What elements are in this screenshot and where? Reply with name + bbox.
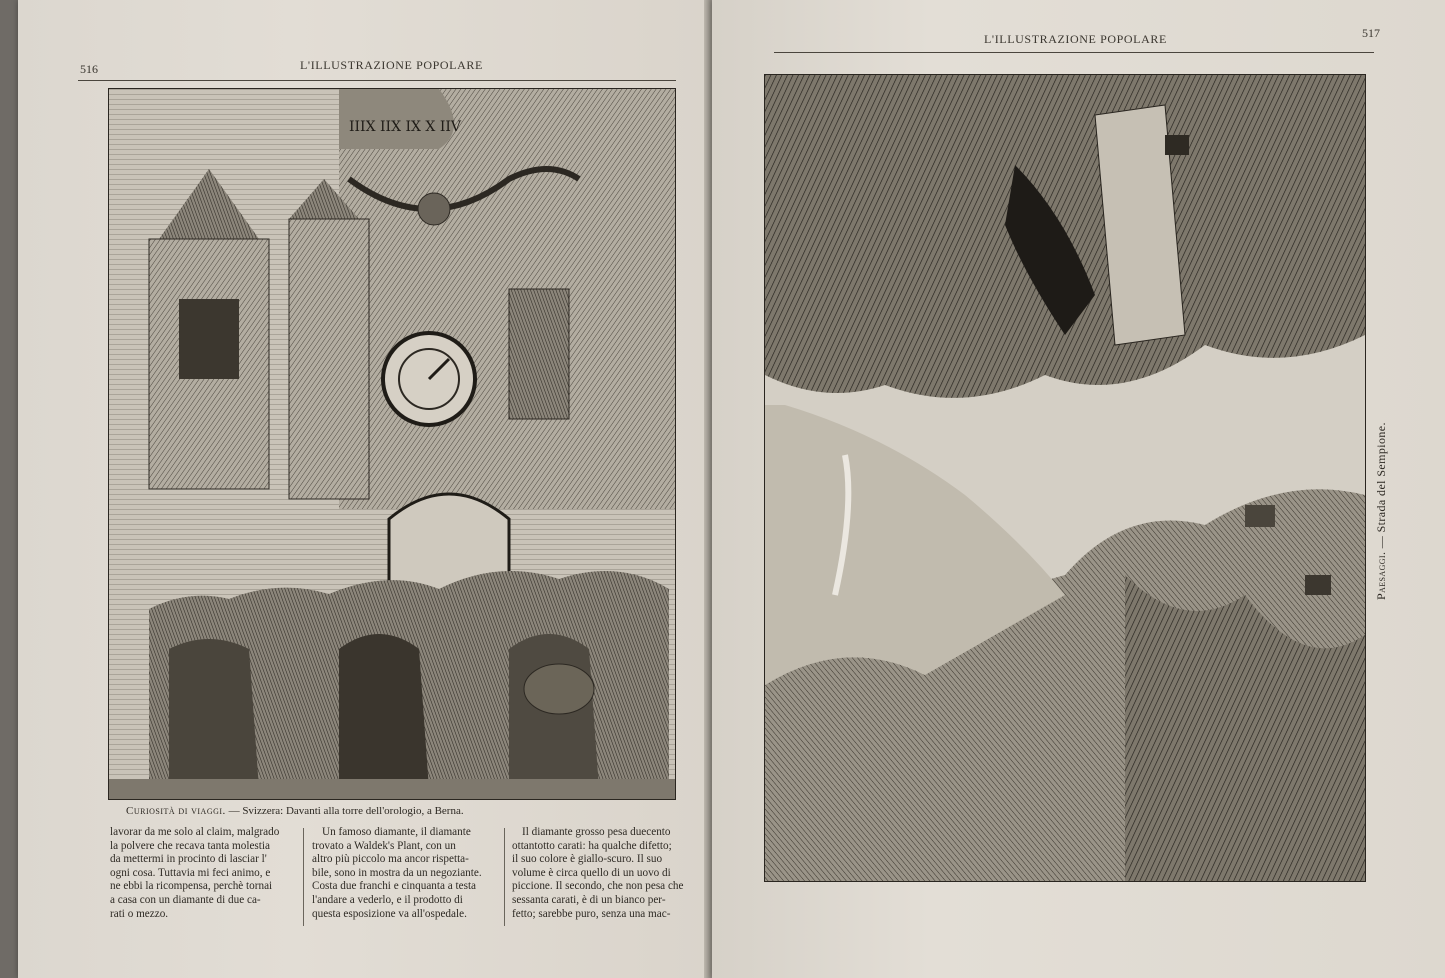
svg-text:IIIX IIX IX X IIV: IIIX IIX IX X IIV — [349, 119, 462, 135]
text-line: da mettermi in procinto di lasciar l' — [110, 853, 267, 866]
right-page — [712, 0, 1445, 978]
text-line: sessanta carati, è di un bianco per- — [512, 893, 666, 906]
figure-caption — [1374, 422, 1389, 600]
text-line: ogni cosa. Tuttavia mi feci animo, e — [110, 866, 271, 879]
page-number: 517 — [1362, 26, 1380, 40]
text-line: ottantotto carati: ha qualche difetto; — [512, 839, 672, 852]
text-line: fetto; sarebbe puro, senza una mac- — [512, 907, 671, 920]
text-line: questa esposizione va all'ospedale. — [312, 907, 467, 920]
text-column-3 — [512, 826, 696, 921]
text-line: altro più piccolo ma ancor rispetta- — [312, 853, 469, 866]
text-line: rati o mezzo. — [110, 907, 169, 920]
text-line: bile, sono in mostra da un negoziante. — [312, 866, 482, 879]
text-line: lavorar da me solo al claim, malgrado — [110, 826, 280, 838]
text-line: Un famoso diamante, il diamante — [322, 826, 471, 838]
page-number: 516 — [80, 62, 98, 76]
figure-caption — [126, 805, 464, 817]
engraving-simplon-road — [764, 74, 1366, 882]
text-column-2 — [312, 826, 498, 921]
running-head: L'ILLUSTRAZIONE POPOLARE — [300, 58, 483, 72]
text-line: piccione. Il secondo, che non pesa che — [512, 880, 684, 893]
column-rule — [504, 828, 505, 926]
header-rule — [774, 52, 1374, 53]
header-rule — [78, 80, 676, 81]
text-line: Il diamante grosso pesa duecento — [522, 826, 671, 838]
text-line: Costa due franchi e cinquanta a testa — [312, 880, 477, 893]
text-line: la polvere che recava tanta molestia — [110, 839, 270, 852]
text-column-1 — [110, 826, 292, 921]
caption-text: — Strada del Sempione. — [1374, 422, 1388, 549]
text-line: volume è circa quello di un uovo di — [512, 866, 671, 879]
text-line: a casa con un diamante di due ca- — [110, 893, 261, 906]
text-line: il suo colore è giallo-scuro. Il suo — [512, 853, 663, 866]
left-page — [18, 0, 710, 978]
running-head: L'ILLUSTRAZIONE POPOLARE — [984, 32, 1167, 46]
caption-section: Paesaggi. — [1374, 551, 1388, 600]
column-rule — [303, 828, 304, 926]
caption-text: — Svizzera: Davanti alla torre dell'orologio, a Berna. — [228, 805, 464, 817]
text-line: ne ebbi la ricompensa, perchè tornai — [110, 880, 273, 893]
engraving-clock-tower-berne — [108, 88, 676, 800]
text-line: l'andare a vederlo, e il prodotto di — [312, 893, 463, 906]
text-line: trovato a Waldek's Plant, con un — [312, 839, 456, 852]
caption-section: Curiosità di viaggi. — [126, 805, 226, 817]
